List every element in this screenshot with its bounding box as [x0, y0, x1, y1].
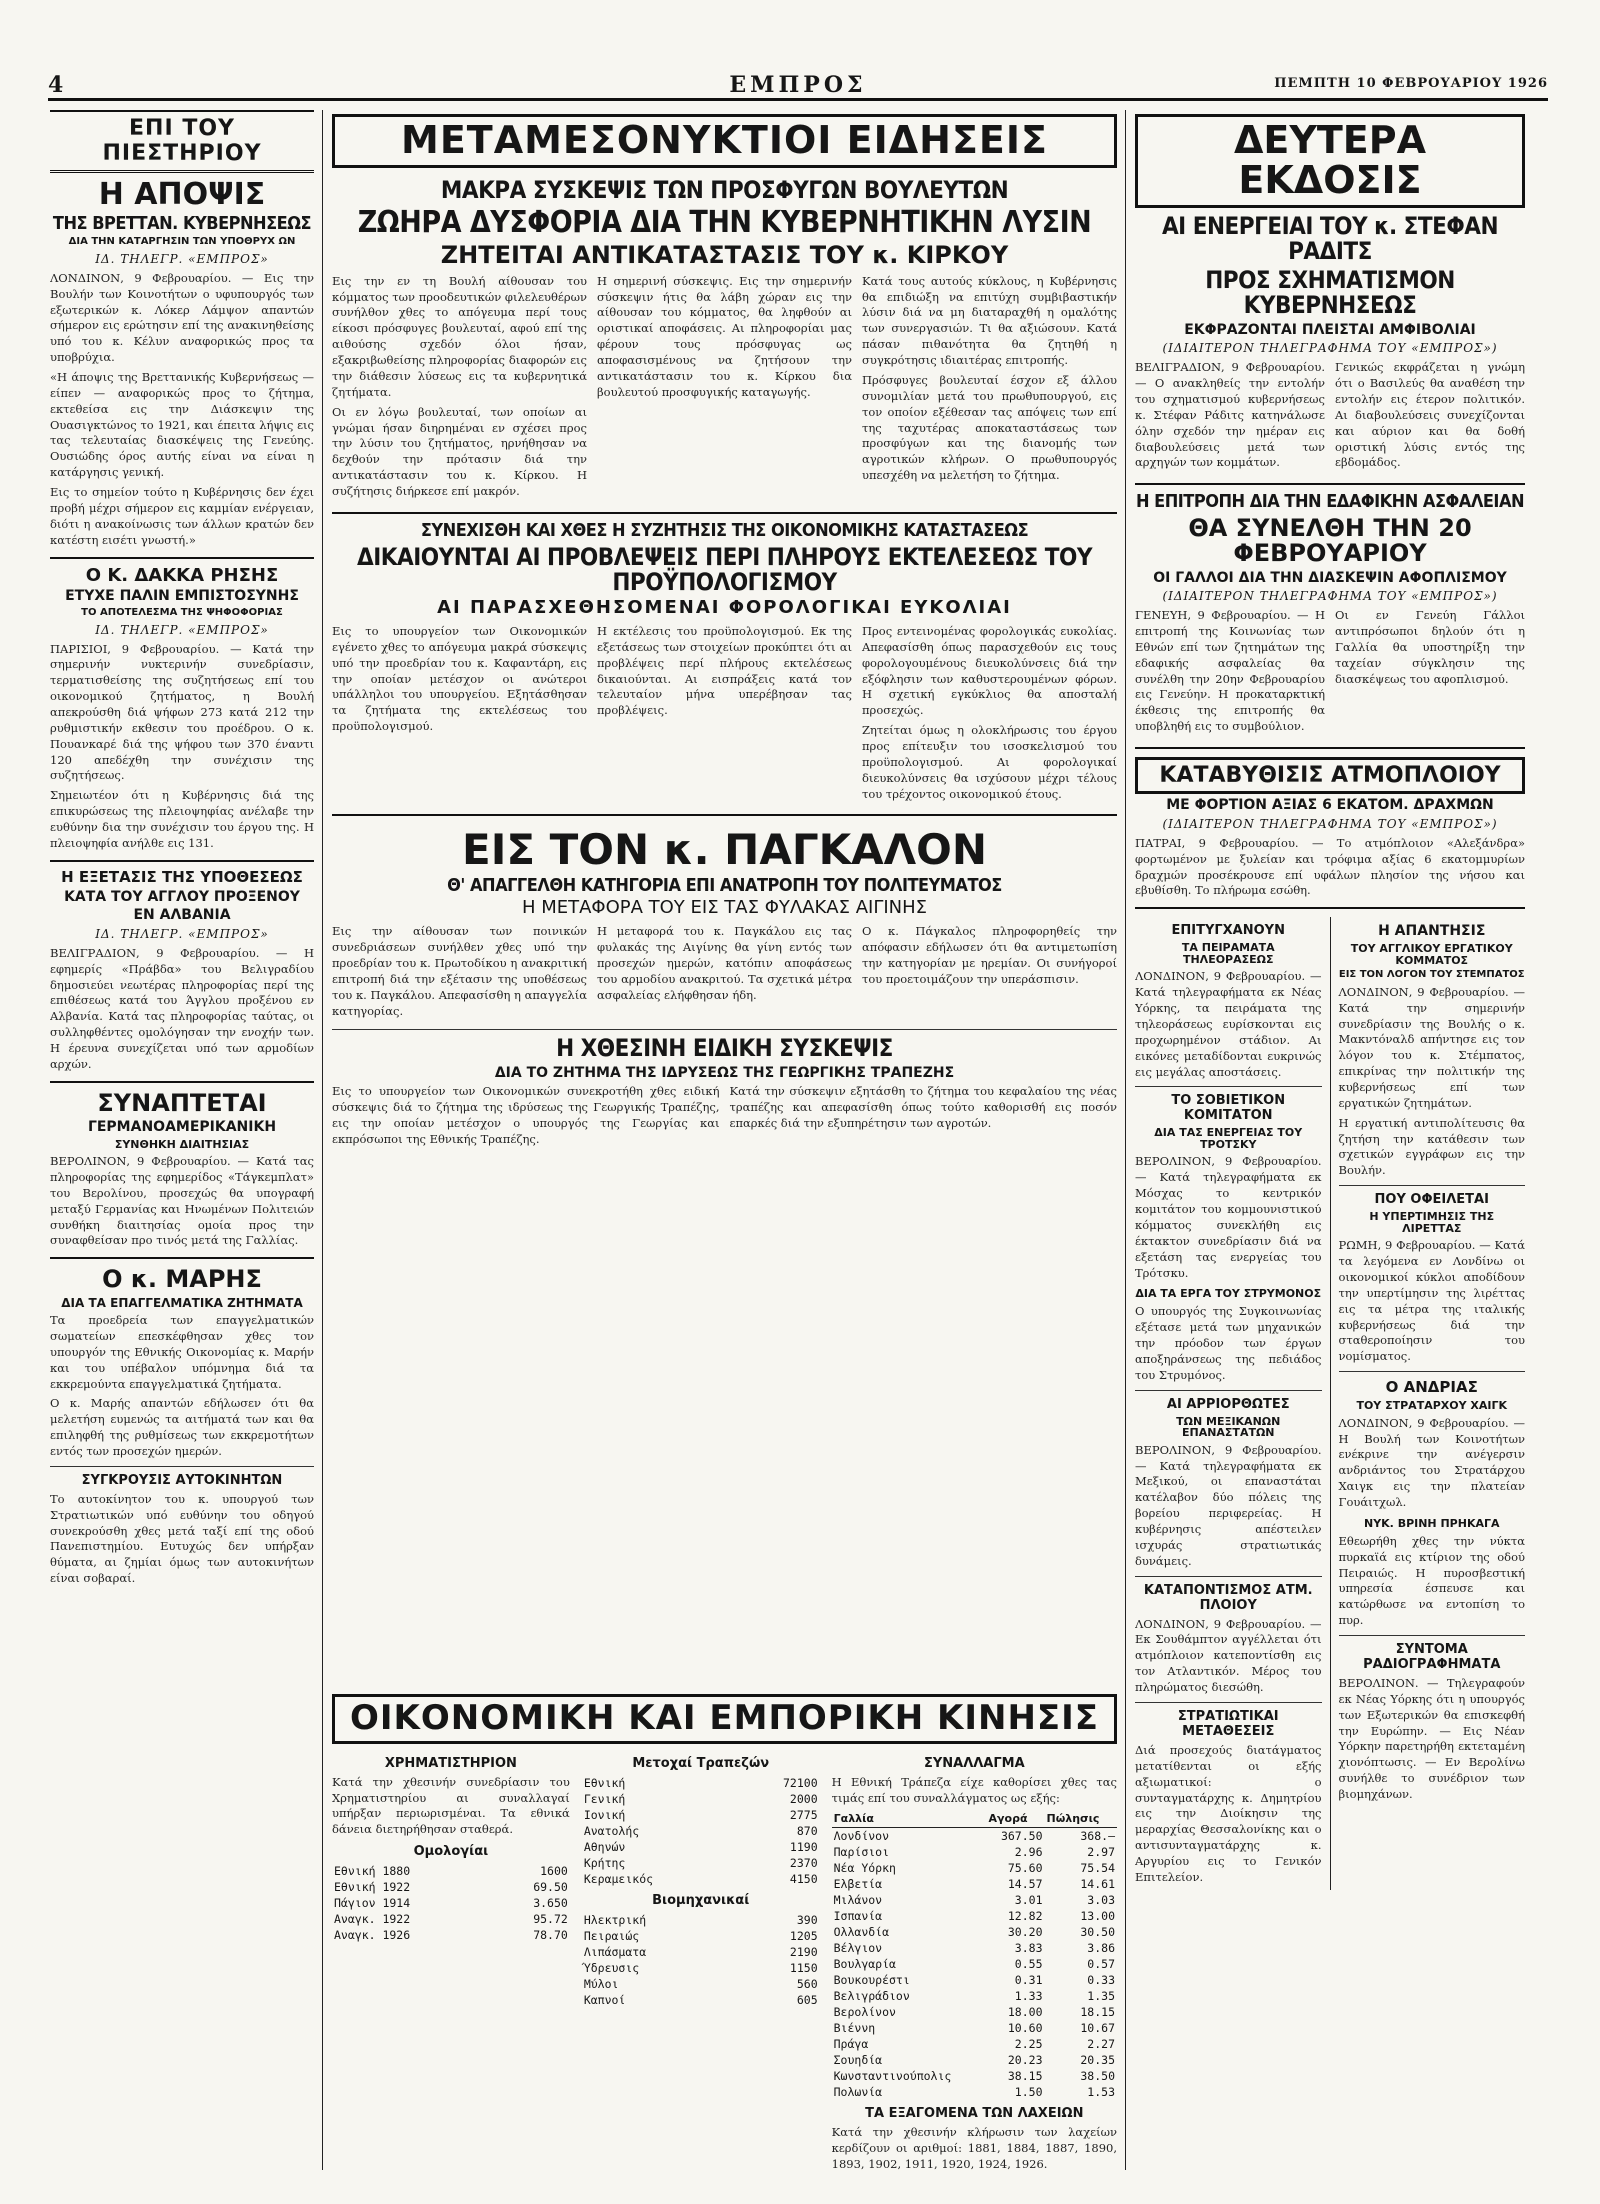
paragraph: Κατά την χθεσινήν κλήρωσιν των λαχείων κερδίζουν οι αριθμοί: 1881, 1884, 1887, 1890, 1893, 1902, 1911, 1920, 1924, 1926. — [831, 2125, 1117, 2172]
paragraph: Εις την αίθουσαν των ποινικών συνεδριάσεων συνήλθεν χθες υπό την προεδρίαν του κ. Πρωτοδίκου η ανακριτική επιτροπή διά την εξέτασιν της υποθέσεως του κ. Παγκάλου. Απεφασίσθη η απαγγελία κατηγορίας. — [332, 924, 587, 1018]
divider — [1135, 483, 1525, 485]
row-label: Πολωνία — [833, 2085, 883, 2100]
paragraph: Κατά την χθεσινήν συνεδρίασιν του Χρηματιστηρίου αι συναλλαγαί υπήρξαν περιωρισμέναι. Τα εθνικά δάνεια διετηρήθησαν σταθερά. — [332, 1774, 570, 1837]
headline: ΕΠΙΤΥΓΧΑΝΟΥΝ — [1171, 923, 1285, 939]
date-strip: ΠΕΜΠΤΗ 10 ΦΕΒΡΟΥΑΡΙΟΥ 1926 — [1274, 76, 1548, 91]
economic-section — [332, 1690, 1117, 2180]
paragraph: Η μεταφορά του κ. Παγκάλου εις τας φυλακάς της Αιγίνης θα γίνη εντός των προσεχών ημερών, κατόπιν αποφάσεως του αρμοδίου ανακριτού. Τα σχετικά μέτρα ασφαλείας ελήφθησαν ήδη. — [597, 924, 852, 1002]
headline: ΣΥΝΑΠΤΕΤΑΙ — [97, 1088, 267, 1117]
headline: Η ΕΞΕΤΑΣΙΣ ΤΗΣ ΥΠΟΘΕΣΕΩΣ — [61, 867, 303, 886]
fx-row — [832, 1940, 1117, 1956]
section-title: ΕΠΙ ΤΟΥ ΠΙΕΣΤΗΡΙΟΥ — [50, 110, 314, 173]
headline: ΑΙ ΑΡΡΙΟΡΘΩΤΕΣ — [1166, 1396, 1290, 1412]
row-value: 0.55 — [1014, 1957, 1043, 1972]
paragraph: Γενικώς εκφράζεται η γνώμη ότι ο Βασιλεύς θα αναθέση την εντολήν εις έτερον πολιτικόν. Αι διαβουλεύσεις συνεχίζονται και αύριον και θα δοθή οριστική λύσις εντός της εβδομάδος. — [1335, 360, 1525, 470]
fx-row — [832, 1844, 1117, 1860]
row-label: Βιέννη — [833, 2021, 876, 2036]
industry-row — [582, 1944, 820, 1960]
column-rule — [322, 110, 323, 2170]
deck: ΘΑ ΣΥΝΕΛΘΗ ΤΗΝ 20 ΦΕΒΡΟΥΑΡΙΟΥ — [1188, 514, 1472, 568]
row-value: 75.60 — [1007, 1861, 1043, 1876]
paragraph: ΠΑΤΡΑΙ, 9 Φεβρουαρίου. — Το ατμόπλοιον «Αλεξάνδρα» φορτωμένον με ξυλείαν και τρόφιμα αξίας 6 εκατομμυρίων δραχμών προσέκρουσε επί υφάλων πλησίον της νήσου και εβυθίσθη. Το πλήρωμα εσώθη. — [1135, 835, 1525, 898]
article-shipwreck — [1135, 757, 1525, 899]
row-label: Βέλγιον — [833, 1941, 883, 1956]
paragraph: Σημειωτέον ότι η Κυβέρνησις διά της επικυρώσεως της πλειοψηφίας ανέλαβε την ευθύνην δια την συνέχισιν του έργου της. Η πλειοψηφία ανήλθε εις 131. — [50, 788, 314, 850]
article-british-view — [50, 179, 314, 549]
divider — [50, 1081, 314, 1083]
row-value: 38.15 — [1007, 2069, 1043, 2084]
paragraph: ΒΕΡΟΛΙΝΟΝ, 9 Φεβρουαρίου. — Κατά τας πληροφορίας της εφημερίδος «Τάγκεμπλατ» του Βερολίνου, προσεχώς θα υπογραφή μεταξύ Γερμανίας και Ηνωμένων Πολιτειών συνθήκη διαιτησίας ομοία προς την συναφθείσαν προ τινός μετά της Γαλλίας. — [50, 1154, 314, 1248]
paragraph: ΒΕΡΟΛΙΝΟΝ, 9 Φεβρουαρίου. — Κατά τηλεγραφήματα εκ Μεξικού, οι επαναστάται κατέλαβον δύο πόλεις της βορείου περιφερείας. Η κυβέρνησις απέστειλεν ισχυράς στρατιωτικάς δυνάμεις. — [1135, 1442, 1322, 1568]
kicker: ΣΥΝΕΧΙΣΘΗ ΚΑΙ ΧΘΕΣ Η ΣΥΖΗΤΗΣΙΣ ΤΗΣ ΟΙΚΟΝΟΜΙΚΗΣ ΚΑΤΑΣΤΑΣΕΩΣ — [420, 519, 1029, 541]
paragraph: Εθεωρήθη χθες την νύκτα πυρκαϊά εις κτίριον της οδού Πειραιώς. Η πυροσβεστική υπηρεσία έσπευσε και κατώρθωσε να εντοπίση το πυρ. — [1338, 1533, 1525, 1628]
shares-table — [582, 1775, 820, 1887]
paragraph: ΒΕΡΟΛΙΝΟΝ, 9 Φεβρουαρίου. — Κατά τηλεγραφήματα εκ Μόσχας το κεντρικόν κομιτάτον του κομμουνιστικού κόμματος συνεκλήθη εις έκτακτον συνεδρίασιν διά να εξετάση τας ενεργείας του Τρότσκυ. — [1135, 1154, 1322, 1280]
industry-row — [582, 1928, 820, 1944]
row-value: 1.50 — [1014, 2085, 1043, 2100]
dateline: ΙΔ. ΤΗΛΕΓΡ. «ΕΜΠΡΟΣ» — [95, 622, 269, 637]
deck: ΕΤΥΧΕ ΠΑΛΙΝ ΕΜΠΙΣΤΟΣΥΝΗΣ — [65, 588, 299, 605]
row-label: Λονδίνον — [833, 1829, 890, 1844]
article-albania — [50, 867, 314, 1073]
row-value: 2775 — [789, 1807, 818, 1822]
article-radiograms — [1339, 1642, 1526, 1803]
paragraph: ΡΩΜΗ, 9 Φεβρουαρίου. — Κατά τα λεγόμενα εν Λονδίνω οι οικονομικοί κύκλοι αποδίδουν την υπερτίμησιν της λιρέττας εις τα μέτρα της ιταλικής κυβερνήσεως διά την σταθεροποίησιν του νομίσματος. — [1338, 1238, 1525, 1364]
article-television — [1135, 923, 1322, 1080]
column-2 — [332, 110, 1117, 1680]
article-transfers — [1135, 1709, 1322, 1886]
banner-headline: ΜΕΤΑΜΕΣΟΝΥΚΤΙΟΙ ΕΙΔΗΣΕΙΣ — [332, 114, 1117, 168]
deck: ΤΟΥ ΣΤΡΑΤΑΡΧΟΥ ΧΑΙΓΚ — [1356, 1399, 1508, 1413]
row-value: 72100 — [783, 1775, 818, 1790]
row-label: Ύδρευσις — [583, 1960, 640, 1975]
article-treaty — [50, 1088, 314, 1250]
paragraph: ΒΕΛΙΓΡΑΔΙΟΝ, 9 Φεβρουαρίου. — Ο ανακληθείς την εντολήν του σχηματισμού κυβερνήσεως κ. Στέφαν Ράδιτς κατηνάλωσε όλην σχεδόν την ημέραν εις διαβουλεύσεις μετά των αρχηγών των κομμάτων. — [1135, 360, 1325, 470]
row-label: Μιλάνον — [833, 1893, 883, 1908]
row-value: 3.83 — [1014, 1941, 1043, 1956]
column-header: Αγορά — [987, 1810, 1045, 1828]
row-value: 95.72 — [533, 1912, 568, 1927]
row-value: 2.97 — [1087, 1845, 1115, 1860]
deck: ΖΗΤΕΙΤΑΙ ΑΝΤΙΚΑΤΑΣΤΑΣΙΣ ΤΟΥ κ. ΚΙΡΚΟΥ — [440, 240, 1009, 269]
headline: ΕΙΣ ΤΟΝ κ. ΠΑΓΚΑΛΟΝ — [462, 825, 987, 875]
row-value: 14.57 — [1007, 1877, 1043, 1892]
row-value: 10.60 — [1007, 2021, 1043, 2036]
paragraph: Ζητείται όμως η ολοκλήρωσις του έργου προς επίτευξιν του ισοσκελισμού του προϋπολογισμού. Αι φορολογικαί διευκολύνσεις θα ισχύσουν μέχρι τέλους του τρέχοντος οικονομικού έτους. — [862, 723, 1117, 801]
industry-row — [582, 1960, 820, 1976]
row-label: Πάγιον 1914 — [334, 1896, 411, 1911]
headline: ΤΟ ΣΟΒΙΕΤΙΚΟΝ ΚΟΜΙΤΑΤΟΝ — [1171, 1093, 1286, 1124]
paragraph: ΒΕΡΟΛΙΝΟΝ. — Τηλεγραφούν εκ Νέας Υόρκης ότι η υπουργός των Εξωτερικών θα επισκεφθή την Ευρώπην. — Εις Νέαν Υόρκην παρετηρήθη εκτεταμένη χιονόπτωσις. — Εν Βερολίνω συνήλθε το συνέδριον των βιομηχάνων. — [1338, 1676, 1525, 1802]
paragraph: ΒΕΛΙΓΡΑΔΙΟΝ, 9 Φεβρουαρίου. — Η εφημερίς «Πράβδα» του Βελιγραδίου δημοσιεύει νεωτέρας πληροφορίας περί της επιθέσεως κατά του Άγγλου προξένου εν Αλβανία. Κατά τας πληροφορίας ταύτας, οι συλληφθέντες ομολόγησαν την ενοχήν των. Η έρευνα συνεχίζεται υπό των αρμοδίων αρχών. — [50, 945, 314, 1071]
headline: ΠΟΥ ΟΦΕΙΛΕΤΑΙ — [1374, 1192, 1489, 1208]
subhead: ΝΥΚ. ΒΡΙΝΗ ΠΡΗΚΑΓΑ — [1363, 1516, 1500, 1530]
row-value: 390 — [796, 1912, 818, 1927]
headline: ΔΙΚΑΙΟΥΝΤΑΙ ΑΙ ΠΡΟΒΛΕΨΕΙΣ ΠΕΡΙ ΠΛΗΡΟΥΣ ΕΚΤΕΛΕΣΕΩΣ ΤΟΥ ΠΡΟΫΠΟΛΟΓΙΣΜΟΥ — [357, 542, 1092, 596]
bonds-title: Ομολογίαι — [413, 1844, 489, 1860]
paragraph: Η Εθνική Τράπεζα είχε καθορίσει χθες τας τιμάς επί του συναλλάγματος ως εξής: — [831, 1774, 1117, 1805]
row-label: Νέα Υόρκη — [833, 1861, 896, 1876]
article-car-crash — [50, 1473, 314, 1587]
deck: Η ΥΠΕΡΤΙΜΗΣΙΣ ΤΗΣ ΛΙΡΕΤΤΑΣ — [1369, 1210, 1495, 1235]
row-label: Βελιγράδιον — [833, 1989, 910, 2004]
headline: Η ΕΠΙΤΡΟΠΗ ΔΙΑ ΤΗΝ ΕΔΑΦΙΚΗΝ ΑΣΦΑΛΕΙΑΝ — [1135, 491, 1525, 513]
dateline: ΙΔ. ΤΗΛΕΓΡ. «ΕΜΠΡΟΣ» — [95, 926, 269, 941]
row-value: 10.67 — [1080, 2021, 1115, 2036]
paragraph: Τα προεδρεία των επαγγελματικών σωματείων επεσκέφθησαν χθες τον υπουργόν της Εθνικής Οικονομίας κ. Μαρήν και του υπέβαλον υπόμνημα διά τα εκκρεμούντα επαγγελματικά ζητήματα. — [50, 1313, 314, 1391]
deck: ΤΩΝ ΜΕΞΙΚΑΝΩΝ ΕΠΑΝΑΣΤΑΤΩΝ — [1176, 1414, 1281, 1440]
industry-table — [582, 1912, 820, 2008]
article-refugee-mps — [332, 175, 1117, 504]
paragraph: Το αυτοκίνητον του κ. υπουργού των Στρατιωτικών υπό ευθύνην του οδηγού συνεκρούσθη χθες μετά ταξί επί της οδού Πανεπιστημίου. Ευτυχώς δεν υπήρξαν θύματα, αι ζημίαι όμως των αυτοκινήτων είναι σοβαραί. — [50, 1491, 314, 1586]
divider — [1135, 747, 1525, 749]
headline: Η ΧΘΕΣΙΝΗ ΕΙΔΙΚΗ ΣΥΣΚΕΨΙΣ — [556, 1034, 893, 1063]
fx-row — [832, 1860, 1117, 1876]
row-value: 3.650 — [533, 1896, 568, 1911]
row-label: Καπνοί — [583, 1992, 626, 2007]
row-value: 1150 — [789, 1960, 818, 1975]
subhead: Η ΜΕΤΑΦΟΡΑ ΤΟΥ ΕΙΣ ΤΑΣ ΦΥΛΑΚΑΣ ΑΙΓΙΝΗΣ — [521, 897, 928, 919]
article-pangalos — [332, 824, 1117, 1151]
notice-title: ΤΑ ΕΞΑΓΟΜΕΝΑ ΤΩΝ ΛΑΧΕΙΩΝ — [865, 2106, 1084, 2122]
article-agricultural-bank — [332, 1036, 1117, 1151]
fx-row — [832, 1908, 1117, 1924]
share-row — [582, 1823, 820, 1839]
headline: Η ΑΠΟΨΙΣ — [98, 177, 266, 212]
row-label: Βουκουρέστι — [833, 1973, 910, 1988]
bond-row — [332, 1895, 570, 1911]
deck: ΜΕ ΦΟΡΤΙΟΝ ΑΞΙΑΣ 6 ΕΚΑΤΟΜ. ΔΡΑΧΜΩΝ — [1166, 797, 1494, 814]
row-label: Κεραμεικός — [583, 1871, 654, 1886]
share-row — [582, 1871, 820, 1887]
article-budget — [332, 519, 1117, 807]
row-label: Εθνική — [583, 1775, 626, 1790]
paragraph: Οι εν λόγω βουλευταί, των οποίων αι γνώμαι ήσαν διηρημέναι εν σχέσει προς την λύσιν του ζητήματος, ηρνήθησαν να δεχθούν την πρότασιν διά την αντικατάστασιν του κ. Κίρκου. Η συζήτησις διήρκεσε επί μακρόν. — [332, 404, 587, 498]
bond-row — [332, 1863, 570, 1879]
paragraph: Η εργατική αντιπολίτευσις θα ζητήση την κατάθεσιν των σχετικών εγγράφων εις την Βουλήν. — [1338, 1115, 1525, 1178]
row-value: 3.03 — [1087, 1893, 1115, 1908]
bond-row — [332, 1879, 570, 1895]
fx-row — [832, 2052, 1117, 2068]
paragraph: ΓΕΝΕΥΗ, 9 Φεβρουαρίου. — Η επιτροπή της Κοινωνίας των Εθνών επί των ζητημάτων της εδαφικής ασφαλείας θα συνέλθη την 20ην Φεβρουαρίου εις Γενεύην. Η προκαταρκτική έκθεσις της επιτροπής θα υποβληθή εις το συμβούλιον. — [1135, 608, 1325, 734]
row-label: Λιπάσματα — [583, 1944, 647, 1959]
row-value: 18.00 — [1007, 2005, 1043, 2020]
paragraph: Η εκτέλεσις του προϋπολογισμού. Εκ της εξετάσεως των στοιχείων προκύπτει ότι αι προβλέψεις περί πλήρους εκτελέσεως δικαιούνται. Αι εισπράξεις κατά τον τελευταίον μήνα υπερέβησαν τας προβλέψεις. — [597, 623, 852, 718]
article-labour-reply — [1339, 923, 1526, 1179]
headline: ΠΡΟΣ ΣΧΗΜΑΤΙΣΜΟΝ ΚΥΒΕΡΝΗΣΕΩΣ — [1205, 266, 1455, 320]
article-raditch — [1135, 211, 1525, 475]
row-label: Εθνική 1880 — [334, 1864, 411, 1879]
article-maris — [50, 1267, 314, 1460]
deck: ΤΑ ΠΕΙΡΑΜΑΤΑ ΤΗΛΕΟΡΑΣΕΩΣ — [1181, 941, 1275, 966]
fx-row — [832, 1988, 1117, 2004]
fx-row — [832, 1924, 1117, 1940]
row-label: Μύλοι — [583, 1976, 619, 1991]
row-value: 13.00 — [1080, 1909, 1115, 1924]
headline: ΚΑΤΑΠΟΝΤΙΣΜΟΣ ΑΤΜ. ΠΛΟΙΟΥ — [1143, 1582, 1313, 1613]
headline: Ο ΑΝΔΡΙΑΣ — [1385, 1378, 1478, 1397]
deck: ΕΚΦΡΑΖΟΝΤΑΙ ΠΛΕΙΣΤΑΙ ΑΜΦΙΒΟΛΙΑΙ — [1184, 321, 1476, 338]
fx-row — [832, 1892, 1117, 1908]
row-value: 2190 — [789, 1944, 818, 1959]
page-number: 4 — [48, 72, 64, 98]
row-label: Ελβετία — [833, 1877, 883, 1892]
row-value: 367.50 — [1000, 1829, 1043, 1844]
paragraph: ΛΟΝΔΙΝΟΝ, 9 Φεβρουαρίου. — Εκ Σουθάμπτον αγγέλλεται ότι ατμόπλοιον κατεποντίσθη εις τον Ατλαντικόν. Μέρος του πληρώματος διεσώθη. — [1135, 1616, 1322, 1695]
paragraph: Κατά την σύσκεψιν εξητάσθη το ζήτημα του κεφαλαίου της νέας τραπέζης και απεφασίσθη όπως τούτο καθορισθή εις ποσόν επαρκές διά την εξυπηρέτησιν των αγροτών. — [729, 1084, 1117, 1131]
row-label: Ανατολής — [583, 1823, 640, 1838]
fx-row — [832, 2020, 1117, 2036]
row-value: 2370 — [789, 1855, 818, 1870]
headline: ΣΤΡΑΤΙΩΤΙΚΑΙ ΜΕΤΑΘΕΣΕΙΣ — [1177, 1708, 1279, 1739]
subhead: ΣΥΝΘΗΚΗ ΔΙΑΙΤΗΣΙΑΣ — [114, 1137, 250, 1151]
row-label: Ολλανδία — [833, 1925, 890, 1940]
fx-row — [832, 1828, 1117, 1845]
page-header — [48, 72, 1548, 101]
masthead: ΕΜΠΡΟΣ — [729, 72, 867, 98]
row-value: 1.53 — [1087, 2085, 1115, 2100]
bond-row — [332, 1927, 570, 1943]
row-label: Κωνσταντινούπολις — [833, 2069, 952, 2084]
deck: ΔΙΑ ΤΑ ΕΠΑΓΓΕΛΜΑΤΙΚΑ ΖΗΤΗΜΑΤΑ — [61, 1295, 303, 1310]
row-label: Ιονική — [583, 1807, 626, 1822]
divider — [50, 557, 314, 559]
article-soviet — [1135, 1093, 1322, 1383]
row-value: 605 — [796, 1992, 818, 2007]
divider — [332, 814, 1117, 816]
kicker: ΑΙ ΕΝΕΡΓΕΙΑΙ ΤΟΥ κ. ΣΤΕΦΑΝ ΡΑΔΙΤΣ — [1161, 211, 1499, 265]
row-value: 560 — [796, 1976, 818, 1991]
row-value: 69.50 — [533, 1880, 568, 1895]
paragraph: Η σημερινή σύσκεψις. Εις την σημερινήν σύσκεψιν ήτις θα λάβη χώραν εις την αίθουσαν του κόμματος, θα ληφθούν αι οριστικαί αποφάσεις. Αι πληροφορίαι μας φέρουν τους πρόσφυγας ως αποφασισμένους να ζητήσουν την αντικατάστασιν του κ. Κίρκου δια βουλευτού προσφυγικής καταγωγής. — [597, 273, 852, 399]
headline: ΖΩΗΡΑ ΔΥΣΦΟΡΙΑ ΔΙΑ ΤΗΝ ΚΥΒΕΡΝΗΤΙΚΗΝ ΛΥΣΙΝ — [357, 205, 1092, 241]
row-value: 368.— — [1080, 1829, 1115, 1844]
article-haig-statue — [1339, 1378, 1526, 1629]
paragraph: Ο κ. Πάγκαλος πληροφορηθείς την απόφασιν εδήλωσεν ότι θα αντιμετωπίση την κατηγορίαν με ηρεμίαν. Οι συνήγοροί του προετοιμάζουν την υπεράσπισιν. — [862, 924, 1117, 986]
divider — [50, 1257, 314, 1259]
row-value: 30.50 — [1080, 1925, 1115, 1940]
paragraph: Ο υπουργός της Συγκοινωνίας εξέτασε μετά των μηχανικών την πρόοδον των έργων αποξηράνσεως της πεδιάδος του Στρυμόνος. — [1135, 1304, 1322, 1382]
row-value: 30.20 — [1007, 1925, 1043, 1940]
column-1 — [50, 110, 314, 2190]
divider — [50, 1466, 314, 1467]
paragraph: «Η άποψις της Βρεττανικής Κυβερνήσεως — είπεν — αναφορικώς προς το ζήτημα, εκτεθείσα εις την Διάσκεψιν της Ουασιγκτώνος το 1921, και έπειτα λήψις εις τας τελευταίας διασκέψεις της Γενεύης. Ουσιώδης όρος αυτής είναι να είναι η κατάργησις γενική. — [50, 370, 314, 480]
row-label: Αθηνών — [583, 1839, 626, 1854]
industry-row — [582, 1912, 820, 1928]
row-value: 1205 — [789, 1928, 818, 1943]
row-label: Αναγκ. 1926 — [334, 1928, 411, 1943]
deck: ΓΕΡΜΑΝΟΑΜΕΡΙΚΑΝΙΚΗ — [87, 1118, 277, 1135]
row-label: Εθνική 1922 — [334, 1880, 411, 1895]
row-label: Βουλγαρία — [833, 1957, 896, 1972]
row-value: 18.15 — [1080, 2005, 1115, 2020]
headline: ΣΥΝΤΟΜΑ ΡΑΔΙΟΓΡΑΦΗΜΑΤΑ — [1363, 1642, 1501, 1673]
fx-table — [832, 1810, 1117, 2100]
paragraph: Κατά τους αυτούς κύκλους, η Κυβέρνησις θα επιδιώξη να επιτύχη συμβιβαστικήν λύσιν διά να μη διαταραχθή η ομαλότης των συνεργασιών. Τι θα αξιώσουν. Κατά πάσαν πιθανότητα θα ζητηθή η συγκρότησις ιδιαιτέρας επιτροπής. — [862, 273, 1117, 368]
shares-title: Μετοχαί Τραπεζών — [632, 1755, 770, 1771]
row-value: 20.23 — [1007, 2053, 1043, 2068]
row-value: 1.33 — [1014, 1989, 1043, 2004]
article-lira — [1339, 1192, 1526, 1365]
row-value: 1.35 — [1087, 1989, 1115, 2004]
subhead: ΟΙ ΓΑΛΛΟΙ ΔΙΑ ΤΗΝ ΔΙΑΣΚΕΨΙΝ ΑΦΟΠΛΙΣΜΟΥ — [1153, 569, 1507, 586]
row-label: Πράγα — [833, 2037, 869, 2052]
article-mexico — [1135, 1397, 1322, 1570]
industry-row — [582, 1992, 820, 2008]
row-label: Αναγκ. 1922 — [334, 1912, 411, 1927]
row-value: 2.96 — [1014, 1845, 1043, 1860]
paragraph: Εις το υπουργείον των Οικονομικών εγένετο χθες το απόγευμα μακρά σύσκεψις υπό την προεδρίαν του κ. Καφαντάρη, εις την οποίαν μετέσχον οι ανώτεροι υπάλληλοι του υπουργείου. Εξητάσθησαν τα ζητήματα της εκτελέσεως του προϋπολογισμού. — [332, 623, 587, 734]
paragraph: Πρόσφυγες βουλευταί έσχον εξ άλλου συνομιλίαν μετά του πρωθυπουργού, εις τον οποίον εξέθεσαν τας απόψεις των επί της ταχυτέρας αποκαταστάσεως των προσφύγων και της διανομής των αγροτικών κλήρων. Ο πρωθυπουργός υπεσχέθη να μελετήση το ζήτημα. — [862, 372, 1117, 483]
paragraph: Εις το σημείον τούτο η Κυβέρνησις δεν έχει προβή μέχρι σήμερον εις καμμίαν ενέργειαν, διότι η ανακοίνωσις των άλλων κρατών δεν κατέστη εισέτι γνωστή.» — [50, 485, 314, 547]
row-label: Βερολίνον — [833, 2005, 896, 2020]
fx-row — [832, 2036, 1117, 2052]
banner-headline: ΟΙΚΟΝΟΜΙΚΗ ΚΑΙ ΕΜΠΟΡΙΚΗ ΚΙΝΗΣΙΣ — [332, 1694, 1117, 1744]
row-value: 0.33 — [1087, 1973, 1115, 1988]
subhead: ΤΟ ΑΠΟΤΕΛΕΣΜΑ ΤΗΣ ΨΗΦΟΦΟΡΙΑΣ — [81, 607, 283, 619]
fx-row — [832, 2004, 1117, 2020]
column-rule — [1125, 110, 1126, 2170]
row-value: 3.01 — [1014, 1893, 1043, 1908]
row-label: Ισπανία — [833, 1909, 883, 1924]
row-value: 12.82 — [1007, 1909, 1043, 1924]
share-row — [582, 1775, 820, 1791]
edition-headline: ΔΕΥΤΕΡΑ ΕΚΔΟΣΙΣ — [1135, 114, 1525, 208]
paragraph: ΠΑΡΙΣΙΟΙ, 9 Φεβρουαρίου. — Κατά την σημερινήν νυκτερινήν συνεδρίασιν, τερματισθείσης της συζητήσεως επί του οικονομικού ζητήματος, η Βουλή απεκρούσθη διά ψήφων 273 κατά 212 την ρυθμιστικήν εκθεσιν του προέδρου. Ο κ. Πουανκαρέ διά της ψήφου των 370 έναντι 120 απεδέχθη την συνέχισιν της συζητήσεως. — [50, 641, 314, 783]
row-label: Γενική — [583, 1791, 626, 1806]
bonds-table — [332, 1863, 570, 1943]
article-sinking — [1135, 1583, 1322, 1696]
deck: Θ' ΑΠΑΓΓΕΛΘΗ ΚΑΤΗΓΟΡΙΑ ΕΠΙ ΑΝΑΤΡΟΠΗ ΤΟΥ ΠΟΛΙΤΕΥΜΑΤΟΣ — [447, 874, 1002, 896]
share-row — [582, 1855, 820, 1871]
row-label: Πειραιώς — [583, 1928, 640, 1943]
headline: ΚΑΤΑΒΥΘΙΣΙΣ ΑΤΜΟΠΛΟΙΟΥ — [1135, 757, 1525, 794]
row-value: 2.25 — [1014, 2037, 1043, 2052]
row-label: Σουηδία — [833, 2053, 883, 2068]
kicker: ΜΑΚΡΑ ΣΥΣΚΕΨΙΣ ΤΩΝ ΠΡΟΣΦΥΓΩΝ ΒΟΥΛΕΥΤΩΝ — [440, 175, 1009, 204]
fx-row — [832, 1956, 1117, 1972]
subhead: ΔΙΑ ΤΗΝ ΚΑΤΑΡΓΗΣΙΝ ΤΩΝ ΥΠΟΘΡΥΧ ΩΝ — [68, 236, 296, 248]
paragraph: ΛΟΝΔΙΝΟΝ, 9 Φεβρουαρίου. — Εις την Βουλήν των Κοινοτήτων ο υφυπουργός των εξωτερικών κ. Λόκερ Λάμψον απαντών σήμερον εις ερώτησιν επί της ανακινηθείσης υπό του κ. Κέλυν αναφορικώς προς τα υποβρύχια. — [50, 270, 314, 365]
dateline: (ΙΔΙΑΙΤΕΡΟΝ ΤΗΛΕΓΡΑΦΗΜΑ ΤΟΥ «ΕΜΠΡΟΣ») — [1162, 589, 1498, 604]
deck: ΔΙΑ ΤΑΣ ΕΝΕΡΓΕΙΑΣ ΤΟΥ ΤΡΟΤΣΚΥ — [1154, 1126, 1303, 1151]
dateline: (ΙΔΙΑΙΤΕΡΟΝ ΤΗΛΕΓΡΑΦΗΜΑ ΤΟΥ «ΕΜΠΡΟΣ») — [1162, 816, 1498, 831]
fx-row — [832, 1876, 1117, 1892]
fx-row — [832, 2068, 1117, 2084]
deck: ΤΟΥ ΑΓΓΛΙΚΟΥ ΕΡΓΑΤΙΚΟΥ ΚΟΜΜΑΤΟΣ — [1350, 942, 1513, 967]
paragraph: ΛΟΝΔΙΝΟΝ, 9 Φεβρουαρίου. — Κατά τηλεγραφήματα εκ Νέας Υόρκης, τα πειράματα της τηλεοράσεως ευρίσκονται εις προχωρημένον στάδιον. Αι εικόνες μεταδίδονται ευκρινώς εις μεγάλας αποστάσεις. — [1135, 969, 1322, 1079]
deck: ΔΙΑ ΤΟ ΖΗΤΗΜΑ ΤΗΣ ΙΔΡΥΣΕΩΣ ΤΗΣ ΓΕΩΡΓΙΚΗΣ ΤΡΑΠΕΖΗΣ — [494, 1064, 955, 1081]
deck: ΑΙ ΠΑΡΑΣΧΕΘΗΣΟΜΕΝΑΙ ΦΟΡΟΛΟΓΙΚΑΙ ΕΥΚΟΛΙΑΙ — [437, 597, 1012, 619]
row-label: Παρίσιοι — [833, 1845, 890, 1860]
row-value: 20.35 — [1080, 2053, 1115, 2068]
column-header: Πώλησις — [1045, 1810, 1118, 1828]
row-value: 2000 — [789, 1791, 818, 1806]
fx-row — [832, 1972, 1117, 1988]
bond-row — [332, 1911, 570, 1927]
column-header: Γαλλία — [832, 1810, 987, 1828]
row-value: 1190 — [789, 1839, 818, 1854]
subhead: ΕΙΣ ΤΟΝ ΛΟΓΟΝ ΤΟΥ ΣΤΕΜΠΑΤΟΣ — [1338, 969, 1525, 981]
industry-row — [582, 1976, 820, 1992]
divider — [1135, 907, 1525, 909]
market-title: ΧΡΗΜΑΤΙΣΤΗΡΙΟΝ — [384, 1755, 517, 1771]
divider — [332, 512, 1117, 514]
headline: ΣΥΓΚΡΟΥΣΙΣ ΑΥΤΟΚΙΝΗΤΩΝ — [81, 1472, 283, 1488]
divider — [50, 860, 314, 862]
share-row — [582, 1839, 820, 1855]
paragraph: Διά προσεχούς διατάγματος μετατίθενται οι εξής αξιωματικοί: ο συνταγματάρχης κ. Δημητρίου εις την Διοίκησιν της μεραρχίας Θεσσαλονίκης και ο αντισυνταγματάρχης κ. Αργυρίου εις το Γενικόν Επιτελείον. — [1135, 1742, 1322, 1884]
row-value: 2.27 — [1087, 2037, 1115, 2052]
paragraph: ΛΟΝΔΙΝΟΝ, 9 Φεβρουαρίου. — Κατά την σημερινήν συνεδρίασιν της Βουλής ο κ. Μακντόναλδ απήντησε εις τον λόγον του κ. Στέμπατος, επικρίνας την πολιτικήν της κυβερνήσεως επί των εργατικών ζητημάτων. — [1338, 984, 1525, 1110]
industry-title: Βιομηχανικαί — [652, 1892, 750, 1908]
deck: ΚΑΤΑ ΤΟΥ ΑΓΓΛΟΥ ΠΡΟΞΕΝΟΥ — [64, 888, 300, 905]
article-security-committee — [1135, 493, 1525, 739]
row-value: 38.50 — [1080, 2069, 1115, 2084]
row-label: Κρήτης — [583, 1855, 626, 1870]
paragraph: Εις το υπουργείον των Οικονομικών συνεκροτήθη χθες ειδική σύσκεψις διά το ζήτημα της ιδρύσεως της Γεωργικής Τραπέζης, εις την οποίαν μετέσχον ο υπουργός της Γεωργίας και εκπρόσωποι της Εθνικής Τραπέζης. — [332, 1084, 720, 1146]
paragraph: Εις την εν τη Βουλή αίθουσαν του κόμματος των προοδευτικών φιλελευθέρων συνήλθον χθες το απόγευμα περί τους είκοσι πρόσφυγες βουλευταί, αφού επί της αιθούσης σχεδόν όλοι ήσαν, εξακριβωθείσης πληροφορίας διαφορών εις την διάθεσιν λύσεως εις τα κυβερνητικά ζητήματα. — [332, 273, 587, 399]
row-value: 0.57 — [1087, 1957, 1115, 1972]
subhead: ΔΙΑ ΤΑ ΕΡΓΑ ΤΟΥ ΣΤΡΥΜΟΝΟΣ — [1135, 1287, 1322, 1301]
paragraph: ΛΟΝΔΙΝΟΝ, 9 Φεβρουαρίου. — Η Βουλή των Κοινοτήτων ενέκρινε την ανέγερσιν ανδριάντος του Στρατάρχου Χαιγκ εις την πλατείαν Γουάιτχωλ. — [1338, 1415, 1525, 1509]
paragraph: Ο κ. Μαρής απαντών εδήλωσεν ότι θα μελετήση ευμενώς τα αιτήματά των και θα επιληφθή της ρυθμίσεως των εκκρεμοτήτων εντός των προσεχών ημερών. — [50, 1396, 314, 1458]
dateline: ΙΔ. ΤΗΛΕΓΡ. «ΕΜΠΡΟΣ» — [95, 251, 269, 266]
row-value: 78.70 — [533, 1928, 568, 1943]
share-row — [582, 1791, 820, 1807]
row-value: 3.86 — [1087, 1941, 1115, 1956]
row-value: 870 — [796, 1823, 818, 1838]
headline: Η ΑΠΑΝΤΗΣΙΣ — [1378, 923, 1486, 940]
row-label: Ηλεκτρική — [583, 1912, 647, 1927]
column-3 — [1135, 110, 1525, 2190]
row-value: 14.61 — [1080, 1877, 1115, 1892]
headline: Ο κ. ΜΑΡΗΣ — [102, 1265, 262, 1294]
deck: ΤΗΣ ΒΡΕΤΤΑΝ. ΚΥΒΕΡΝΗΣΕΩΣ — [52, 212, 312, 234]
fx-row — [832, 2084, 1117, 2100]
row-value: 0.31 — [1014, 1973, 1043, 1988]
dateline: (ΙΔΙΑΙΤΕΡΟΝ ΤΗΛΕΓΡΑΦΗΜΑ ΤΟΥ «ΕΜΠΡΟΣ») — [1162, 341, 1498, 356]
article-briand — [50, 564, 314, 852]
row-value: 75.54 — [1080, 1861, 1115, 1876]
headline: Ο Κ. ΔΑΚΚΑ ΡΗΣΗΣ — [85, 564, 279, 586]
news-title: ΣΥΝΑΛΛΑΓΜΑ — [923, 1755, 1025, 1771]
paragraph: Οι εν Γενεύη Γάλλοι αντιπρόσωποι δηλούν ότι η Γαλλία θα υποστηρίξη την ταχείαν σύγκλησιν της διασκέψεως του αφοπλισμού. — [1335, 608, 1525, 686]
paragraph: Προς εντεινομένας φορολογικάς ευκολίας. Απεφασίσθη όπως παρασχεθούν εις τους φορολογουμένους διευκολύνσεις διά την εξόφλησιν των καθυστερουμένων φόρων. Η σχετική εγκύκλιος θα αποσταλή προσεχώς. — [862, 623, 1117, 718]
subhead: ΕΝ ΑΛΒΑΝΙΑ — [133, 907, 231, 924]
row-value: 4150 — [789, 1871, 818, 1886]
row-value: 1600 — [540, 1864, 568, 1879]
share-row — [582, 1807, 820, 1823]
